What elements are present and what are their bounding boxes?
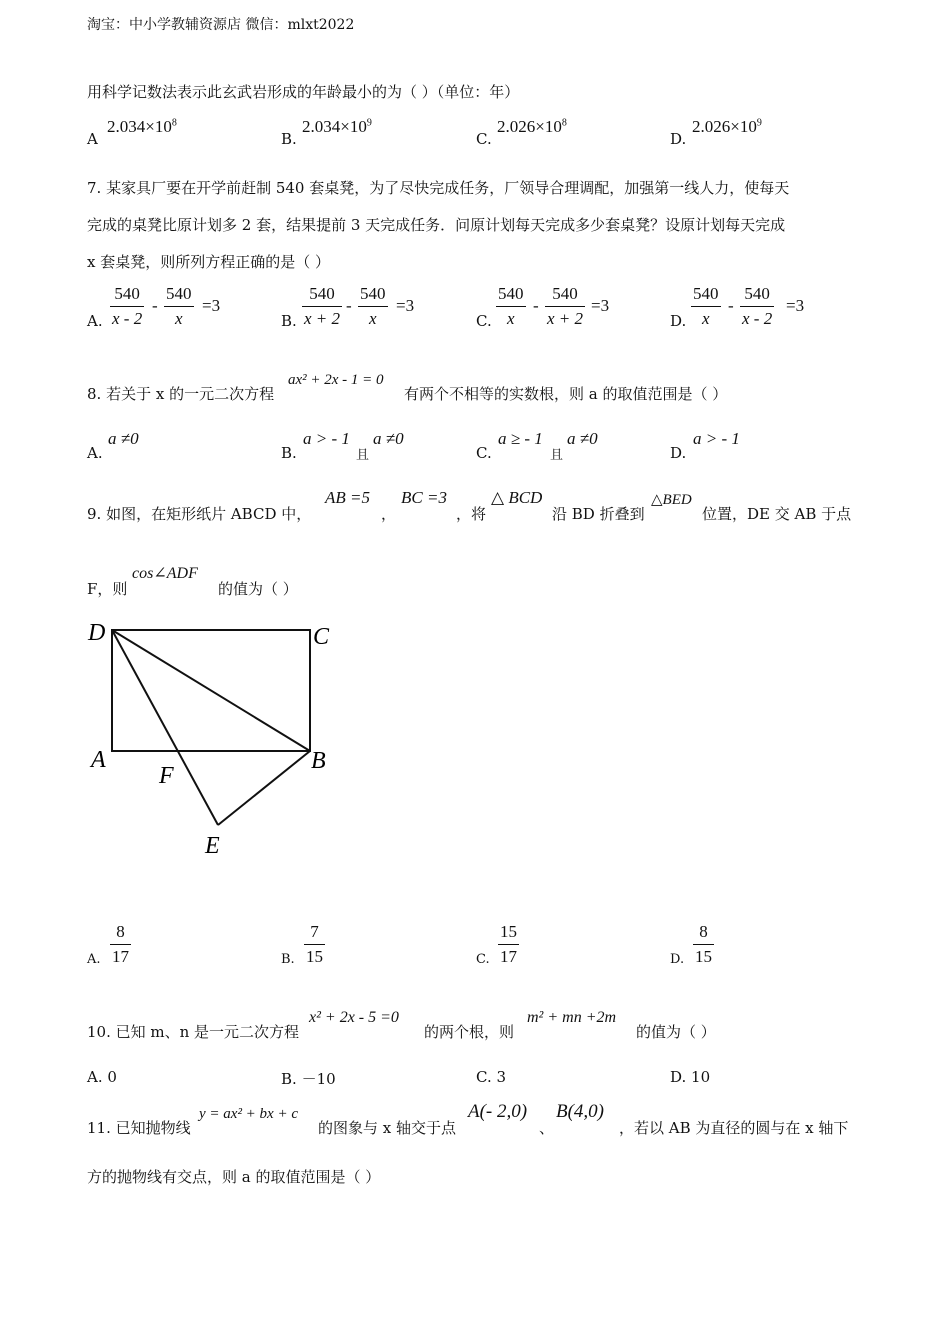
q6-option-b-label: B. (281, 130, 297, 148)
q7-option-b-minus: - (346, 296, 352, 315)
q7-option-a-frac2: 540 x (166, 284, 192, 328)
label-a: A (91, 747, 106, 773)
q11-equation: y = ax² + bx + c (199, 1106, 298, 1122)
q8-stem-prefix: 8. 若关于 x 的一元二次方程 (87, 385, 275, 403)
page-header: 淘宝：中小学教辅资源店 微信：mlxt2022 (87, 17, 355, 33)
segment-bd (112, 630, 310, 751)
q6-option-b-value: $2.034\times 10^9$ (302, 117, 372, 136)
q6-option-c-label: C. (476, 130, 492, 148)
q8-equation: ax² + 2x - 1 = 0 (288, 372, 384, 388)
q11-point-b: B(4,0) (556, 1101, 605, 1122)
q8-option-c-expr: a ≥ - 1 (498, 429, 543, 448)
q9-stem-part4: 位置，DE 交 AB 于点 (702, 505, 852, 523)
q9-triangle-bcd: △ BCD (491, 488, 543, 507)
q9-comma: ， (381, 505, 397, 523)
q9-stem-part1: 9. 如图，在矩形纸片 ABCD 中， (87, 505, 312, 523)
q11-point-a: A(- 2,0) (468, 1101, 528, 1122)
q11-stem-line2: 方的抛物线有交点，则 a 的取值范围是（ ） (87, 1168, 381, 1186)
q11-separator: 、 (539, 1119, 555, 1137)
q7-option-c-rhs: =3 (591, 296, 610, 315)
q7-option-d-minus: - (728, 296, 734, 315)
q8-option-d-label: D. (670, 444, 687, 462)
q7-option-a-minus: - (152, 296, 158, 315)
q7-option-c-label: C. (476, 312, 492, 330)
segment-be (218, 751, 310, 825)
q10-stem-suffix: 的值为（ ） (636, 1023, 716, 1041)
q8-option-d-expr: a > - 1 (693, 429, 740, 448)
q9-bc-eq: BC =3 (401, 488, 447, 507)
q6-option-a-value: $2.034\times 10^8$ (107, 117, 177, 136)
q7-option-a-frac1: 540 x - 2 (112, 284, 143, 328)
q7-option-b-rhs: =3 (396, 296, 415, 315)
q9-stem-line2b: 的值为（ ） (218, 580, 298, 598)
q11-stem-suffix: ，若以 AB 为直径的圆与在 x 轴下 (619, 1119, 849, 1137)
q6-option-a-label: A (87, 130, 98, 148)
q8-option-c-label: C. (476, 444, 492, 462)
q11-stem-prefix: 11. 已知抛物线 (87, 1119, 191, 1137)
q11-stem-mid: 的图象与 x 轴交于点 (318, 1119, 456, 1137)
label-f: F (159, 763, 174, 789)
q7-option-b-label: B. (281, 312, 297, 330)
q8-option-b-label: B. (281, 444, 297, 462)
q7-option-d-frac1: 540 x (693, 284, 719, 328)
q8-option-b-conj: 且 (356, 448, 370, 463)
q7-option-b-frac1: 540 x + 2 (304, 284, 341, 328)
q10-option-a: A. 0 (87, 1068, 117, 1086)
q9-option-c-label: C. (476, 952, 490, 967)
q9-option-a-label: A. (87, 952, 101, 967)
q7-option-c-frac1: 540 x (498, 284, 524, 328)
q9-option-b-label: B. (281, 952, 295, 967)
q9-option-d-frac: 8 15 (695, 922, 712, 966)
q7-stem-line3: x 套桌凳，则所列方程正确的是（ ） (87, 253, 330, 271)
q7-option-c-minus: - (533, 296, 539, 315)
q7-option-a-rhs: =3 (202, 296, 221, 315)
q8-option-a-label: A. (87, 444, 103, 462)
q8-option-c-conj: 且 (550, 448, 564, 463)
q10-option-b: B. －10 (281, 1070, 336, 1088)
q9-ab-eq: AB =5 (325, 488, 370, 507)
label-c: C (313, 624, 330, 650)
q9-triangle-bed: △BED (651, 492, 692, 508)
q7-option-a-label: A. (87, 312, 103, 330)
q10-option-d: D. 10 (670, 1068, 711, 1086)
q7-option-c-frac2: 540 x + 2 (547, 284, 584, 328)
q8-option-b-expr2: a ≠0 (373, 429, 404, 448)
q9-option-d-label: D. (670, 952, 685, 967)
q7-stem-line1: 7. 某家具厂要在开学前赶制 540 套桌凳，为了尽快完成任务，厂领导合理调配，加强第一线人力，使每天 (87, 179, 790, 197)
q9-stem-part2: ，将 (456, 505, 487, 523)
q7-option-b-frac2: 540 x (360, 284, 386, 328)
q7-option-d-rhs: =3 (786, 296, 805, 315)
q10-expression: m² + mn +2m (527, 1009, 617, 1026)
q10-option-c: C. 3 (476, 1068, 507, 1086)
q8-stem-suffix: 有两个不相等的实数根，则 a 的取值范围是（ ） (404, 385, 728, 403)
label-b: B (311, 748, 326, 774)
q9-option-a-frac: 8 17 (112, 922, 129, 966)
q7-option-d-label: D. (670, 312, 687, 330)
q7-option-d-frac2: 540 x - 2 (742, 284, 773, 328)
segment-de (112, 630, 218, 825)
q10-stem-prefix: 10. 已知 m、n 是一元二次方程 (87, 1023, 300, 1041)
q9-option-c-frac: 15 17 (500, 922, 517, 966)
q9-stem-part3: 沿 BD 折叠到 (552, 505, 645, 523)
q7-stem-line2: 完成的桌凳比原计划多 2 套，结果提前 3 天完成任务．问原计划每天完成多少套桌凳？设原计划每天完成 (87, 216, 786, 234)
q6-option-d-value: $2.026\times 10^9$ (692, 117, 762, 136)
q8-option-b-expr: a > - 1 (303, 429, 350, 448)
q6-option-c-value: $2.026\times 10^8$ (497, 117, 567, 136)
q9-option-b-frac: 7 15 (306, 922, 323, 966)
q8-option-c-expr2: a ≠0 (567, 429, 598, 448)
q9-figure (80, 610, 350, 865)
q6-option-d-label: D. (670, 130, 687, 148)
q9-stem-line2a: F，则 (87, 580, 128, 598)
q6-stem: 用科学记数法表示此玄武岩形成的年龄最小的为（ ）（单位：年） (87, 83, 520, 101)
q10-equation: x² + 2x - 5 =0 (309, 1009, 399, 1026)
q10-stem-mid: 的两个根，则 (424, 1023, 515, 1041)
q8-option-a-expr: a ≠0 (108, 429, 139, 448)
label-e: E (205, 833, 220, 859)
label-d: D (88, 620, 106, 646)
q9-cos-adf: cos∠ADF (132, 565, 198, 582)
